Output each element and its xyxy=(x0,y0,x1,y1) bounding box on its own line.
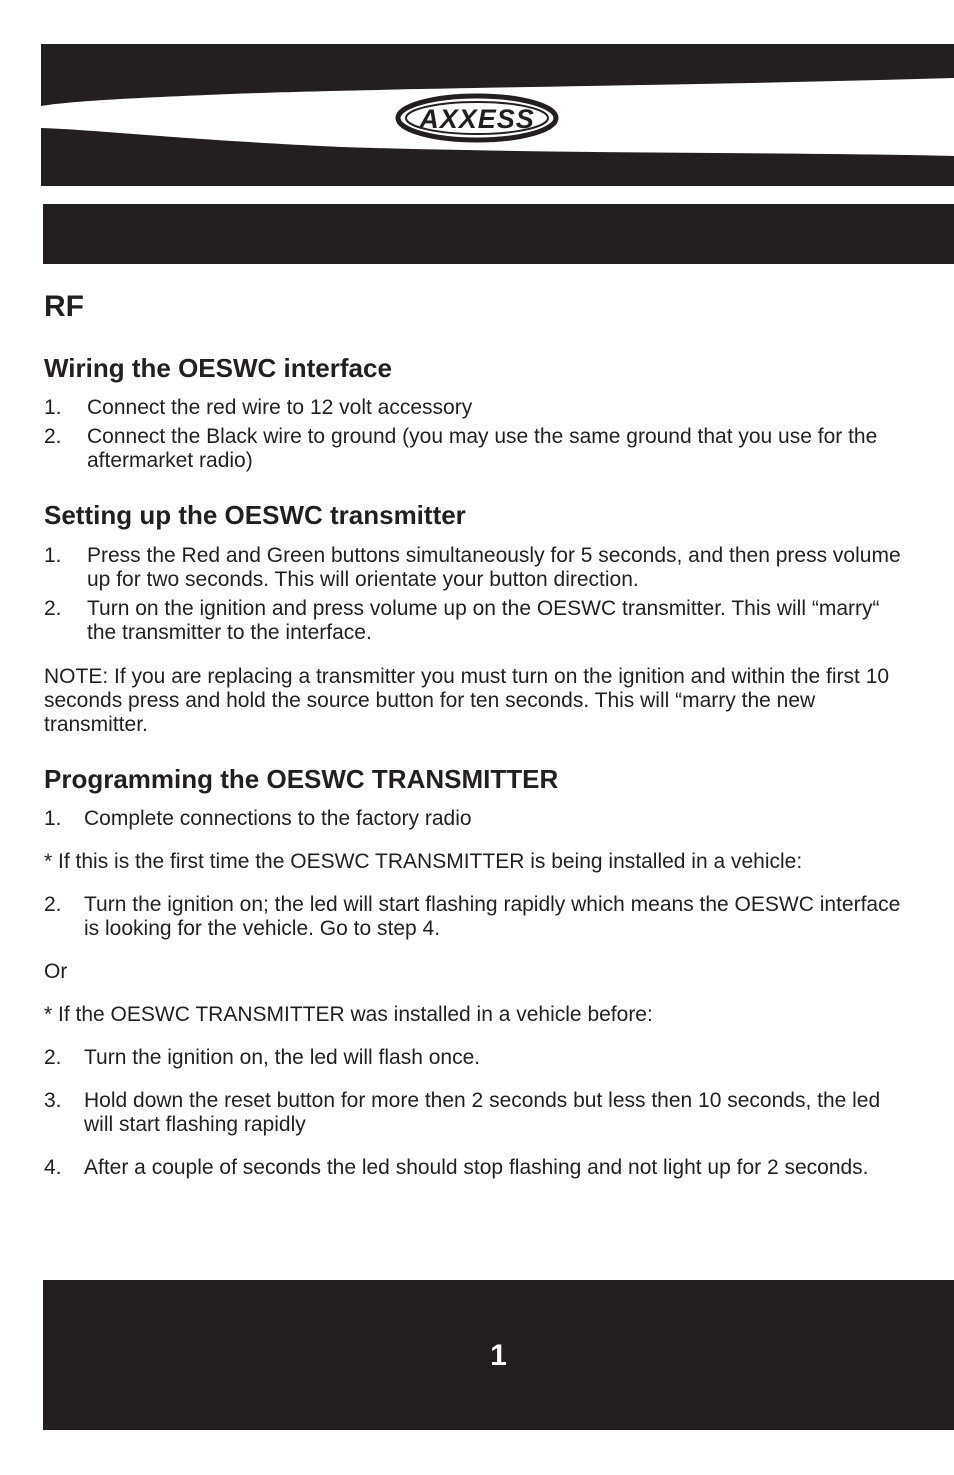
list-item-number: 2. xyxy=(44,597,62,620)
main-content xyxy=(44,288,914,1180)
list-item xyxy=(44,544,914,592)
list-item-number: 2. xyxy=(44,425,62,448)
header-swoosh-graphic xyxy=(41,44,954,186)
setup-heading: Setting up the OESWC transmitter xyxy=(44,500,466,530)
logo-text: AXXESS xyxy=(419,104,535,134)
list-item-number: 1. xyxy=(44,544,62,567)
list-item xyxy=(44,1156,914,1180)
list-item-text: Hold down the reset button for more then 2 seconds but less then 10 seconds, the led will start flashing rapidly xyxy=(84,1089,881,1136)
section-title: RF xyxy=(44,290,84,323)
wiring-heading: Wiring the OESWC interface xyxy=(44,353,392,383)
list-item xyxy=(44,807,914,831)
list-item xyxy=(44,396,914,420)
list-item-number: 3. xyxy=(44,1089,62,1112)
or-text: Or xyxy=(44,960,68,983)
title-bar xyxy=(43,204,954,264)
setup-list xyxy=(44,544,914,645)
list-item xyxy=(44,425,914,473)
list-item-number: 4. xyxy=(44,1156,62,1179)
header-banner xyxy=(41,44,954,186)
list-item-number: 2. xyxy=(44,893,62,916)
list-item-number: 1. xyxy=(44,807,62,830)
footer-bar xyxy=(43,1280,954,1430)
list-item-text: After a couple of seconds the led should stop flashing and not light up for 2 seconds. xyxy=(84,1156,869,1179)
list-item-text: Connect the red wire to 12 volt accessory xyxy=(87,396,473,419)
list-item-text: Turn the ignition on; the led will start flashing rapidly which means the OESWC interface is looking for the vehicle. Go to step 4. xyxy=(84,893,901,940)
list-item xyxy=(44,1046,914,1070)
list-item-text: Turn the ignition on, the led will flash once. xyxy=(84,1046,481,1069)
list-item-text: Connect the Black wire to ground (you may use the same ground that you use for the aftermarket radio) xyxy=(87,425,878,472)
list-item-number: 2. xyxy=(44,1046,62,1069)
list-item xyxy=(44,893,914,941)
installed-before-note: * If the OESWC TRANSMITTER was installed in a vehicle before: xyxy=(44,1003,653,1026)
list-item xyxy=(44,1089,914,1137)
wiring-list xyxy=(44,396,914,473)
list-item-text: Turn on the ignition and press volume up on the OESWC transmitter. This will “marry“ the transmitter to the interface. xyxy=(87,597,880,644)
list-item-number: 1. xyxy=(44,396,62,419)
axxess-logo xyxy=(398,96,556,140)
list-item-text: Complete connections to the factory radio xyxy=(84,807,472,830)
programming-heading: Programming the OESWC TRANSMITTER xyxy=(44,764,559,794)
list-item xyxy=(44,597,914,645)
page-number: 1 xyxy=(490,1339,507,1372)
setup-note: NOTE: If you are replacing a transmitter you must turn on the ignition and within the first 10 seconds press and hold the source button for ten seconds. This will “marry the new transmitter. xyxy=(44,665,890,736)
list-item-text: Press the Red and Green buttons simultaneously for 5 seconds, and then press volume up for two seconds. This will orientate your button direction. xyxy=(87,544,901,591)
first-time-note: * If this is the first time the OESWC TRANSMITTER is being installed in a vehicle: xyxy=(44,850,803,873)
